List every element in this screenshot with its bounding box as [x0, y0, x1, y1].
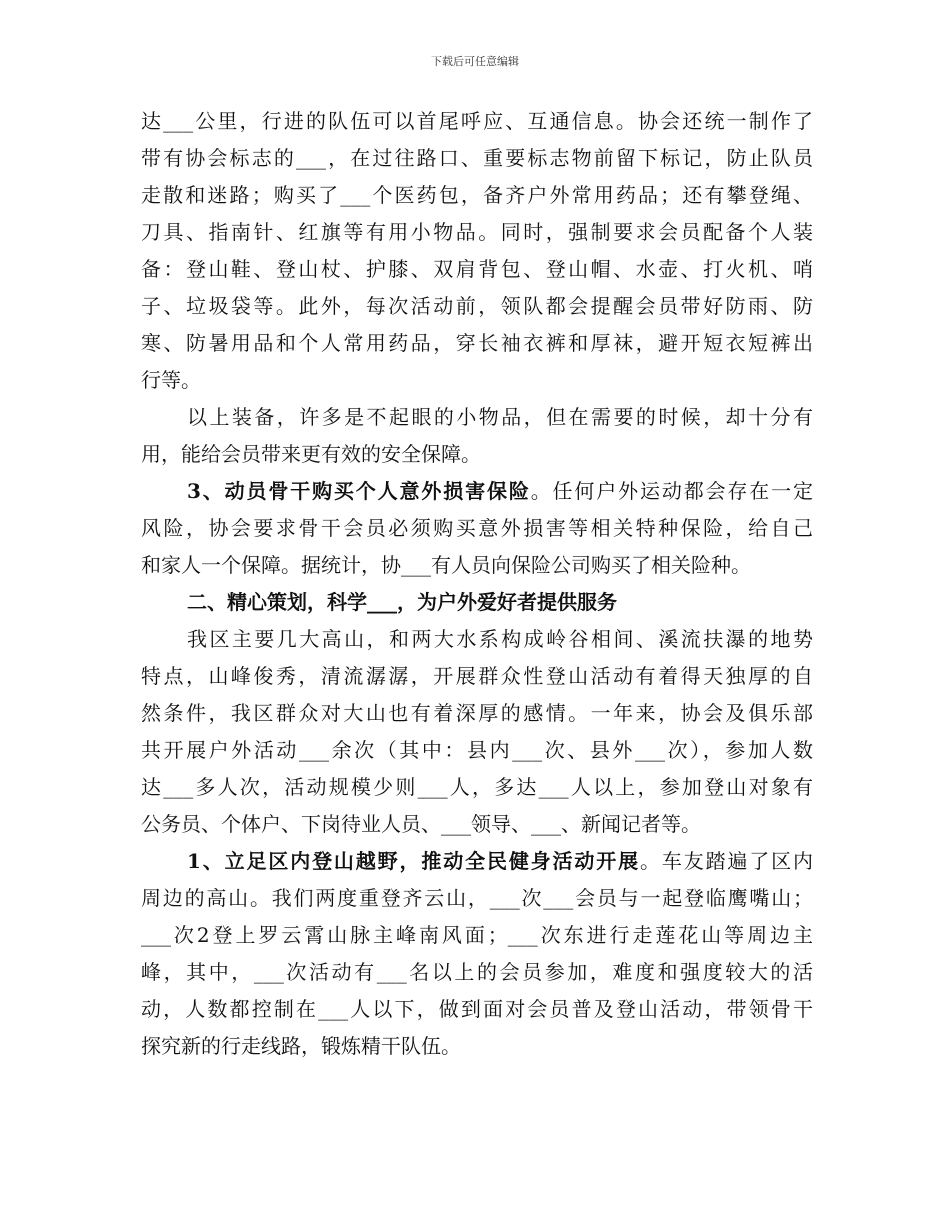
paragraph — [141, 843, 813, 1065]
text-line: 达___公里，行进的队伍可以首尾呼应、互通信息。协会还统一制作了 — [141, 109, 813, 133]
text-line: 风险，协会要求骨干会员必须购买意外损害等相关特种保险，给自己 — [141, 516, 813, 540]
text-line: 探究新的行走线路，锻炼精干队伍。 — [141, 1034, 461, 1058]
section-heading: 二、精心策划，科学___，为户外爱好者提供服务 — [187, 590, 617, 614]
text-line: 行等。 — [141, 368, 201, 392]
text-line: 备：登山鞋、登山杖、护膝、双肩背包、登山帽、水壶、打火机、哨 — [141, 257, 813, 281]
paragraph-lead-rest: 。车友踏遍了区内 — [639, 849, 814, 873]
text-line: 走散和迷路；购买了___个医药包，备齐户外常用药品；还有攀登绳、 — [141, 183, 813, 207]
text-line: 用，能给会员带来更有效的安全保障。 — [141, 442, 481, 466]
paragraph — [141, 399, 813, 473]
text-line: 周边的高山。我们两度重登齐云山，___次___会员与一起登临鹰嘴山； — [141, 886, 813, 910]
document-body — [141, 103, 813, 1065]
text-line: 和家人一个保障。据统计，协___有人员向保险公司购买了相关险种。 — [141, 553, 751, 577]
page-header: 下载后可任意编辑 — [431, 55, 519, 68]
paragraph-lead: 3、动员骨干购买个人意外损害保险 — [187, 479, 531, 503]
paragraph-lead: 1、立足区内登山越野，推动全民健身活动开展 — [187, 849, 640, 873]
text-line: 特点，山峰俊秀，清流潺潺，开展群众性登山活动有着得天独厚的自 — [141, 664, 813, 688]
paragraph-lead-rest: 。任何户外运动都会存在一定 — [530, 479, 814, 503]
text-line: 公务员、个体户、下岗待业人员、___领导、___、新闻记者等。 — [141, 812, 701, 836]
text-line: 然条件，我区群众对大山也有着深厚的感情。一年来，协会及俱乐部 — [141, 701, 813, 725]
paragraph — [141, 621, 813, 843]
paragraph — [141, 473, 813, 584]
text-line: ___次2登上罗云霄山脉主峰南风面；___次东进行走莲花山等周边主 — [141, 923, 813, 947]
paragraph — [141, 103, 813, 399]
text-line: 以上装备，许多是不起眼的小物品，但在需要的时候，却十分有 — [187, 405, 813, 429]
text-line: 我区主要几大高山，和两大水系构成岭谷相间、溪流扶瀑的地势 — [187, 627, 813, 651]
text-line: 寒、防暑用品和个人常用药品，穿长袖衣裤和厚袜，避开短衣短裤出 — [141, 331, 813, 355]
text-line: 子、垃圾袋等。此外，每次活动前，领队都会提醒会员带好防雨、防 — [141, 294, 813, 318]
text-line — [141, 473, 813, 510]
text-line: 达___多人次，活动规模少则___人，多达___人以上，参加登山对象有 — [141, 775, 813, 799]
text-line — [141, 843, 813, 880]
text-line: 动，人数都控制在___人以下，做到面对会员普及登山活动，带领骨干 — [141, 997, 813, 1021]
text-line: 峰，其中，___次活动有___名以上的会员参加，难度和强度较大的活 — [141, 960, 813, 984]
text-line: 刀具、指南针、红旗等有用小物品。同时，强制要求会员配备个人装 — [141, 220, 813, 244]
text-line: 共开展户外活动___余次（其中：县内___次、县外___次），参加人数 — [141, 738, 813, 762]
text-line: 带有协会标志的___，在过往路口、重要标志物前留下标记，防止队员 — [141, 146, 813, 170]
